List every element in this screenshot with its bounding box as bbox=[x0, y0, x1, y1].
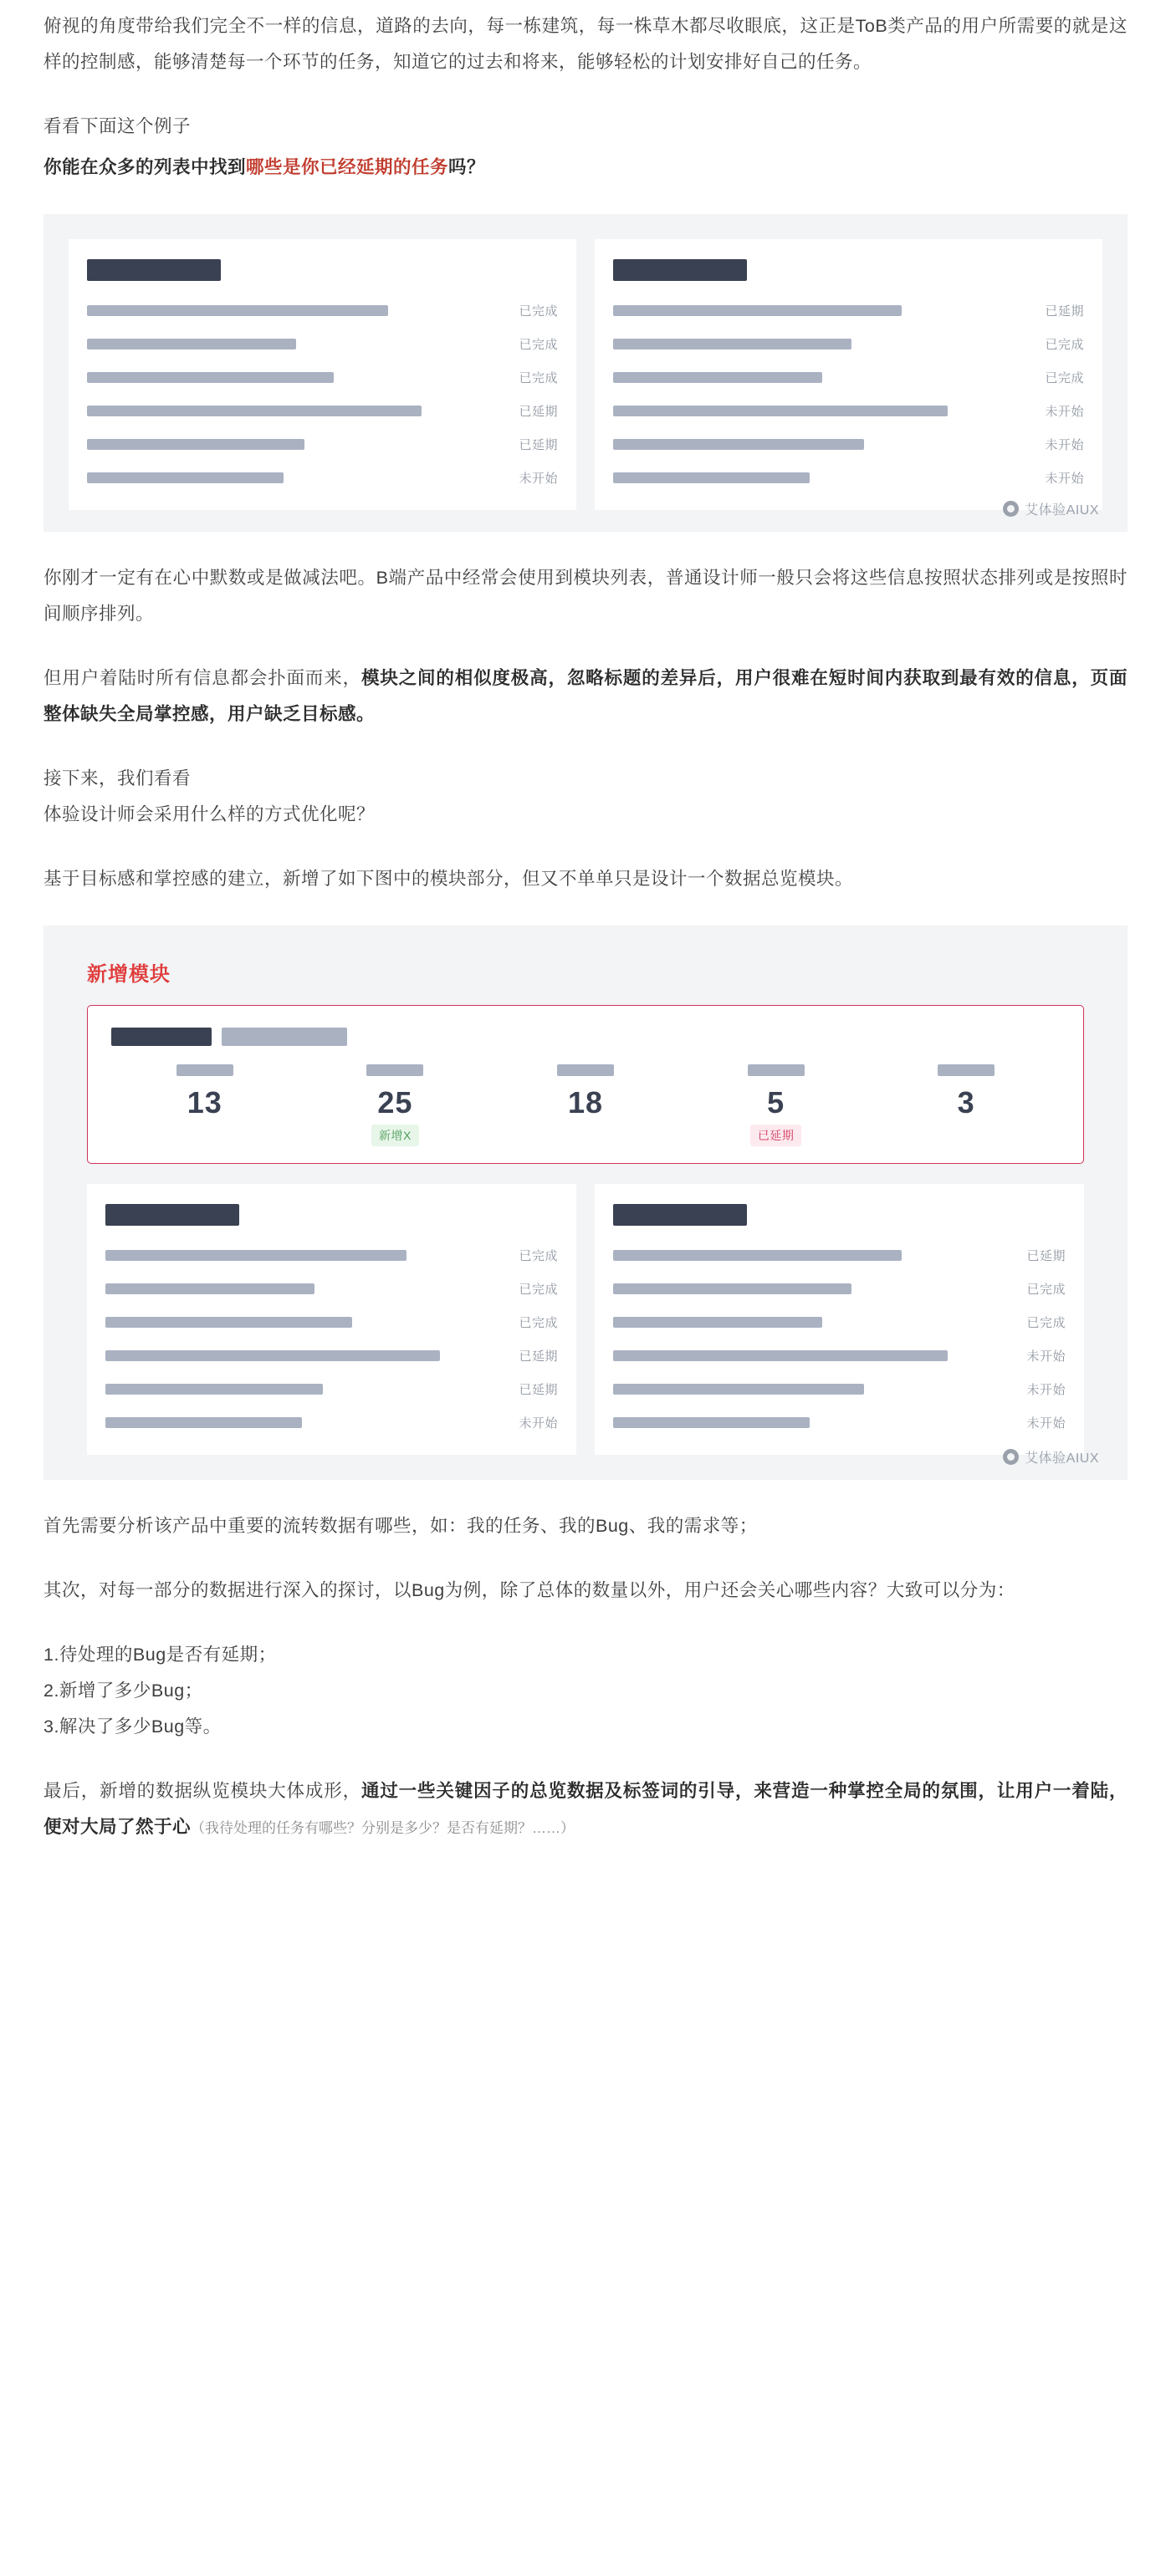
status-badge: 已完成 bbox=[519, 1248, 558, 1263]
status-badge: 已延期 bbox=[1045, 304, 1084, 319]
status-badge-new: 新增X bbox=[371, 1125, 419, 1146]
status-badge: 已延期 bbox=[519, 437, 558, 452]
status-badge: 未开始 bbox=[1045, 471, 1084, 486]
table-row bbox=[87, 467, 558, 488]
status-badge: 已延期 bbox=[519, 1382, 558, 1397]
paragraph-example-lead: 看看下面这个例子 bbox=[43, 116, 192, 136]
status-badge: 已完成 bbox=[1045, 337, 1084, 352]
stat-value: 3 bbox=[957, 1085, 975, 1120]
row-bar bbox=[613, 305, 902, 316]
question-prefix: 你能在众多的列表中找到 bbox=[43, 157, 247, 177]
status-badge: 未开始 bbox=[1045, 437, 1084, 452]
figure-task-lists bbox=[43, 214, 1128, 532]
stat-tag-row bbox=[871, 1125, 1061, 1146]
status-badge: 未开始 bbox=[1026, 1416, 1066, 1431]
table-row bbox=[613, 1244, 1066, 1266]
paragraph-problem bbox=[43, 661, 1128, 732]
stat-tag-row bbox=[110, 1125, 300, 1146]
card-title-placeholder bbox=[613, 259, 747, 281]
stat-tag-row bbox=[681, 1125, 872, 1146]
stat-item[interactable] bbox=[871, 1064, 1061, 1146]
data-overview-module bbox=[87, 1005, 1084, 1164]
card-title-placeholder bbox=[613, 1204, 747, 1226]
list-item: 1.待处理的Bug是否有延期； bbox=[43, 1645, 277, 1665]
row-bar bbox=[613, 472, 810, 483]
table-row bbox=[613, 1311, 1066, 1333]
stat-value: 13 bbox=[187, 1085, 222, 1120]
problem-bold: 模块之间的相似度极高，忽略标题的差异后，用户很难在短时间内获取到最有效的信息，页面整体缺失全局掌控感，用户缺乏目标感。 bbox=[43, 668, 1128, 724]
paragraph-solution-intro: 基于目标感和掌控感的建立，新增了如下图中的模块部分，但又不单单只是设计一个数据总览模块。 bbox=[43, 869, 854, 889]
status-badge: 已延期 bbox=[519, 404, 558, 419]
status-badge: 已完成 bbox=[519, 1282, 558, 1297]
stat-item[interactable] bbox=[110, 1064, 300, 1146]
row-bar bbox=[613, 406, 948, 416]
row-bar bbox=[613, 339, 851, 349]
conclusion-bold: 通过一些关键因子的总览数据及标签词的引导，来营造一种掌控全局的氛围，让用户一着陆，便对大局了然于心 bbox=[43, 1781, 1128, 1837]
question-highlight: 哪些是你已经延期的任务 bbox=[246, 157, 449, 177]
paragraph-analysis: 你刚才一定有在心中默数或是做减法吧。B端产品中经常会使用到模块列表，普通设计师一般只会将这些信息按照状态排列或是按照时间顺序排列。 bbox=[43, 568, 1128, 624]
watermark bbox=[1003, 499, 1099, 518]
row-bar bbox=[613, 1417, 810, 1428]
table-row bbox=[613, 299, 1084, 321]
watermark-label: 艾体验AIUX bbox=[1025, 1451, 1099, 1466]
table-row bbox=[87, 333, 558, 355]
task-list-card-left bbox=[69, 239, 576, 510]
conclusion-prefix: 最后，新增的数据纵览模块大体成形， bbox=[43, 1781, 361, 1801]
table-row bbox=[613, 1378, 1066, 1400]
table-row bbox=[87, 400, 558, 421]
table-row bbox=[105, 1278, 558, 1299]
table-row bbox=[613, 1278, 1066, 1299]
status-badge: 已延期 bbox=[1026, 1248, 1066, 1263]
stat-item[interactable] bbox=[681, 1064, 872, 1146]
status-badge: 未开始 bbox=[519, 1416, 558, 1431]
status-badge: 已完成 bbox=[1026, 1315, 1066, 1330]
row-bar bbox=[87, 372, 334, 383]
figure-with-overview-module bbox=[43, 926, 1128, 1480]
table-row bbox=[87, 433, 558, 455]
card-title-placeholder bbox=[87, 259, 221, 281]
row-bar bbox=[87, 439, 304, 450]
watermark-logo-icon bbox=[1003, 501, 1019, 517]
overview-title-bar bbox=[111, 1028, 212, 1046]
row-bar bbox=[613, 1250, 902, 1261]
table-row bbox=[613, 467, 1084, 488]
watermark-label: 艾体验AIUX bbox=[1025, 503, 1099, 518]
status-badge: 已完成 bbox=[519, 1315, 558, 1330]
overview-stats bbox=[110, 1064, 1061, 1146]
row-bar bbox=[105, 1283, 314, 1294]
row-bar bbox=[105, 1317, 352, 1328]
card-title-placeholder bbox=[105, 1204, 239, 1226]
row-bar bbox=[613, 1283, 851, 1294]
paragraph-step-1: 首先需要分析该产品中重要的流转数据有哪些，如：我的任务、我的Bug、我的需求等； bbox=[43, 1516, 758, 1536]
stat-label-placeholder bbox=[748, 1064, 805, 1076]
stat-label-placeholder bbox=[176, 1064, 233, 1076]
question-suffix: 吗？ bbox=[448, 157, 486, 177]
row-bar bbox=[87, 406, 422, 416]
status-badge: 未开始 bbox=[1026, 1349, 1066, 1364]
row-bar bbox=[613, 439, 864, 450]
watermark-logo-icon bbox=[1003, 1449, 1019, 1465]
table-row bbox=[105, 1378, 558, 1400]
table-row bbox=[613, 1411, 1066, 1433]
row-bar bbox=[87, 305, 388, 316]
row-bar bbox=[613, 1384, 864, 1395]
table-row bbox=[105, 1411, 558, 1433]
status-badge: 已完成 bbox=[1026, 1282, 1066, 1297]
conclusion-note: （我待处理的任务有哪些？分别是多少？是否有延期？……） bbox=[191, 1820, 575, 1836]
overview-subtitle-bar bbox=[222, 1028, 347, 1046]
paragraph-next-1: 接下来，我们看看 bbox=[43, 768, 192, 788]
row-bar bbox=[613, 372, 822, 383]
status-badge: 已完成 bbox=[1045, 370, 1084, 385]
status-badge: 未开始 bbox=[519, 471, 558, 486]
row-bar bbox=[613, 1317, 822, 1328]
figure2-title: 新增模块 bbox=[87, 963, 171, 986]
status-badge: 已完成 bbox=[519, 370, 558, 385]
status-badge-overdue: 已延期 bbox=[750, 1125, 802, 1146]
table-row bbox=[613, 366, 1084, 388]
status-badge: 已延期 bbox=[519, 1349, 558, 1364]
table-row bbox=[613, 400, 1084, 421]
table-row bbox=[87, 299, 558, 321]
stat-tag-row bbox=[490, 1125, 681, 1146]
status-badge: 未开始 bbox=[1026, 1382, 1066, 1397]
stat-value: 25 bbox=[377, 1085, 413, 1120]
row-bar bbox=[105, 1350, 440, 1361]
paragraph-conclusion bbox=[43, 1773, 1128, 1846]
status-badge: 已完成 bbox=[519, 304, 558, 319]
row-bar bbox=[87, 472, 284, 483]
row-bar bbox=[87, 339, 296, 349]
paragraph-intro: 俯视的角度带给我们完全不一样的信息，道路的去向，每一栋建筑，每一株草木都尽收眼底，这正是ToB类产品的用户所需要的就是这样的控制感，能够清楚每一个环节的任务，知道它的过去和将来，能够轻松的计划安排好自己的任务。 bbox=[43, 16, 1128, 72]
table-row bbox=[613, 433, 1084, 455]
task-list-card-right bbox=[595, 239, 1102, 510]
figure1-cards bbox=[69, 239, 1102, 510]
problem-prefix: 但用户着陆时所有信息都会扑面而来， bbox=[43, 668, 361, 688]
stat-tag-row bbox=[300, 1125, 491, 1146]
table-row bbox=[105, 1244, 558, 1266]
table-row bbox=[105, 1311, 558, 1333]
table-row bbox=[613, 1344, 1066, 1366]
list-item: 3.解决了多少Bug等。 bbox=[43, 1716, 222, 1737]
table-row bbox=[105, 1344, 558, 1366]
task-list-card-right bbox=[595, 1184, 1084, 1455]
status-badge: 未开始 bbox=[1045, 404, 1084, 419]
table-row bbox=[87, 366, 558, 388]
stat-label-placeholder bbox=[557, 1064, 614, 1076]
watermark bbox=[1003, 1447, 1099, 1467]
stat-label-placeholder bbox=[938, 1064, 995, 1076]
stat-item[interactable] bbox=[300, 1064, 491, 1146]
table-row bbox=[613, 333, 1084, 355]
figure2-cards bbox=[87, 1184, 1084, 1455]
overview-header-placeholder bbox=[111, 1028, 1061, 1046]
row-bar bbox=[105, 1417, 302, 1428]
paragraph-next-2: 体验设计师会采用什么样的方式优化呢？ bbox=[43, 804, 376, 824]
task-list-card-left bbox=[87, 1184, 576, 1455]
stat-value: 18 bbox=[567, 1085, 603, 1120]
status-badge: 已完成 bbox=[519, 337, 558, 352]
row-bar bbox=[105, 1384, 323, 1395]
paragraph-question bbox=[43, 150, 1128, 186]
stat-item[interactable] bbox=[490, 1064, 681, 1146]
paragraph-step-2: 其次，对每一部分的数据进行深入的探讨，以Bug为例，除了总体的数量以外，用户还会关心哪些内容？大致可以分为： bbox=[43, 1580, 1015, 1600]
stat-label-placeholder bbox=[366, 1064, 423, 1076]
stat-value: 5 bbox=[767, 1085, 785, 1120]
row-bar bbox=[613, 1350, 948, 1361]
row-bar bbox=[105, 1250, 407, 1261]
list-item: 2.新增了多少Bug； bbox=[43, 1681, 203, 1701]
